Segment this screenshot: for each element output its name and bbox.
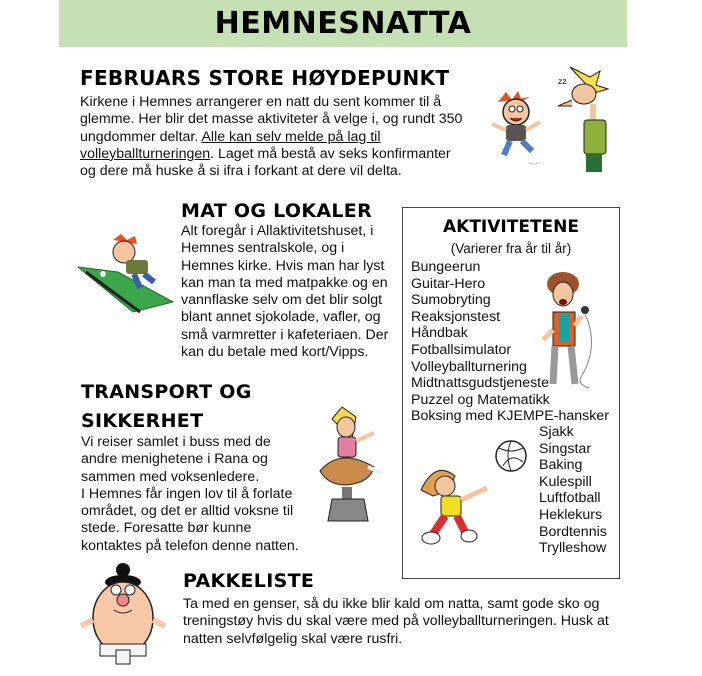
title-banner <box>59 0 627 47</box>
list-item: Luftfotball <box>539 490 601 507</box>
table-tennis-cartoon-icon <box>78 232 173 320</box>
activities-heading: AKTIVITETENE <box>443 217 579 237</box>
transport-heading: TRANSPORT OG SIKKERHET <box>81 381 252 432</box>
list-item: Trylleshow <box>539 540 607 557</box>
rodeo-cartoon-icon <box>312 405 384 529</box>
activities-subtitle: (Varierer fra år til år) <box>450 241 572 256</box>
kids-cartoon-icon <box>478 62 628 180</box>
list-item: Sumobryting <box>411 292 491 309</box>
food-text: Alt foregår i Allaktivitetshuset, i Hemnes sentralskole, og i Hemnes kirke. Hvis man har lyst kan man ta med matpakke og en vannflaske selv om det blir solgt blant annet sjokolade, vafler, og små varmretter i kafeteriaen. Der kan du betale med kort/Vipps. <box>181 223 389 361</box>
svg-text:zz: zz <box>558 77 567 86</box>
list-item: Sjakk <box>539 424 574 440</box>
food-heading: MAT OG LOKALER <box>181 200 372 222</box>
list-item: Reaksjonstest <box>411 308 501 325</box>
list-item: Puzzel og Matematikk <box>411 391 550 408</box>
page-title: HEMNESNATTA <box>214 6 472 41</box>
transport-text: Vi reiser samlet i buss med de andre menighetene i Rana og sammen med voksenledere. I Hemnes får ingen lov til å forlate området, og det er alltid voksne til stede. Foresatte bør kunne kontaktes på telefon denne natten. <box>81 434 299 554</box>
singer-cartoon-icon <box>541 270 613 390</box>
list-item: Heklekurs <box>539 506 603 523</box>
sumo-cartoon-icon <box>78 560 168 670</box>
list-item: Fotballsimulator <box>411 341 512 358</box>
list-item: Bungeerun <box>411 259 481 275</box>
list-item: Kulespill <box>539 473 592 490</box>
highlight-text: Kirkene i Hemnes arrangerer en natt du sent kommer til å glemme. Her blir det masse aktiviteter å velge i, og rundt 350 ungdommer deltar. Alle kan selv melde på lag til volleyballturneringen. Laget må bestå av seks konfirmanter og dere må huske å si ifra i forkant at dere vil delta. <box>80 94 463 180</box>
highlight-heading: FEBRUARS STORE HØYDEPUNKT <box>80 66 450 90</box>
packing-text: Ta med en genser, så du ikke blir kald om natta, samt gode sko og treningstøy hvis du skal være med på volleyballturneringen. Husk at natten selvfølgelig skal være rusfri. <box>183 596 609 647</box>
list-item: Volleyballturnering <box>411 358 527 375</box>
list-item: Guitar-Hero <box>411 275 486 292</box>
list-item: Boksing med KJEMPE-hansker <box>411 408 609 425</box>
list-item: Bordtennis <box>539 523 607 540</box>
packing-heading: PAKKELISTE <box>183 570 315 592</box>
list-item: Singstar <box>539 440 592 457</box>
activities-list-right <box>539 424 607 557</box>
volleyball-girl-cartoon-icon <box>411 440 529 548</box>
list-item: Baking <box>539 457 583 474</box>
volleyball-signup-link[interactable]: Alle kan selv melde på lag til volleyballturneringen <box>80 128 381 162</box>
list-item: Håndbak <box>411 325 468 342</box>
list-item: Midtnattsgudstjeneste <box>411 375 550 392</box>
activities-box <box>402 207 620 579</box>
